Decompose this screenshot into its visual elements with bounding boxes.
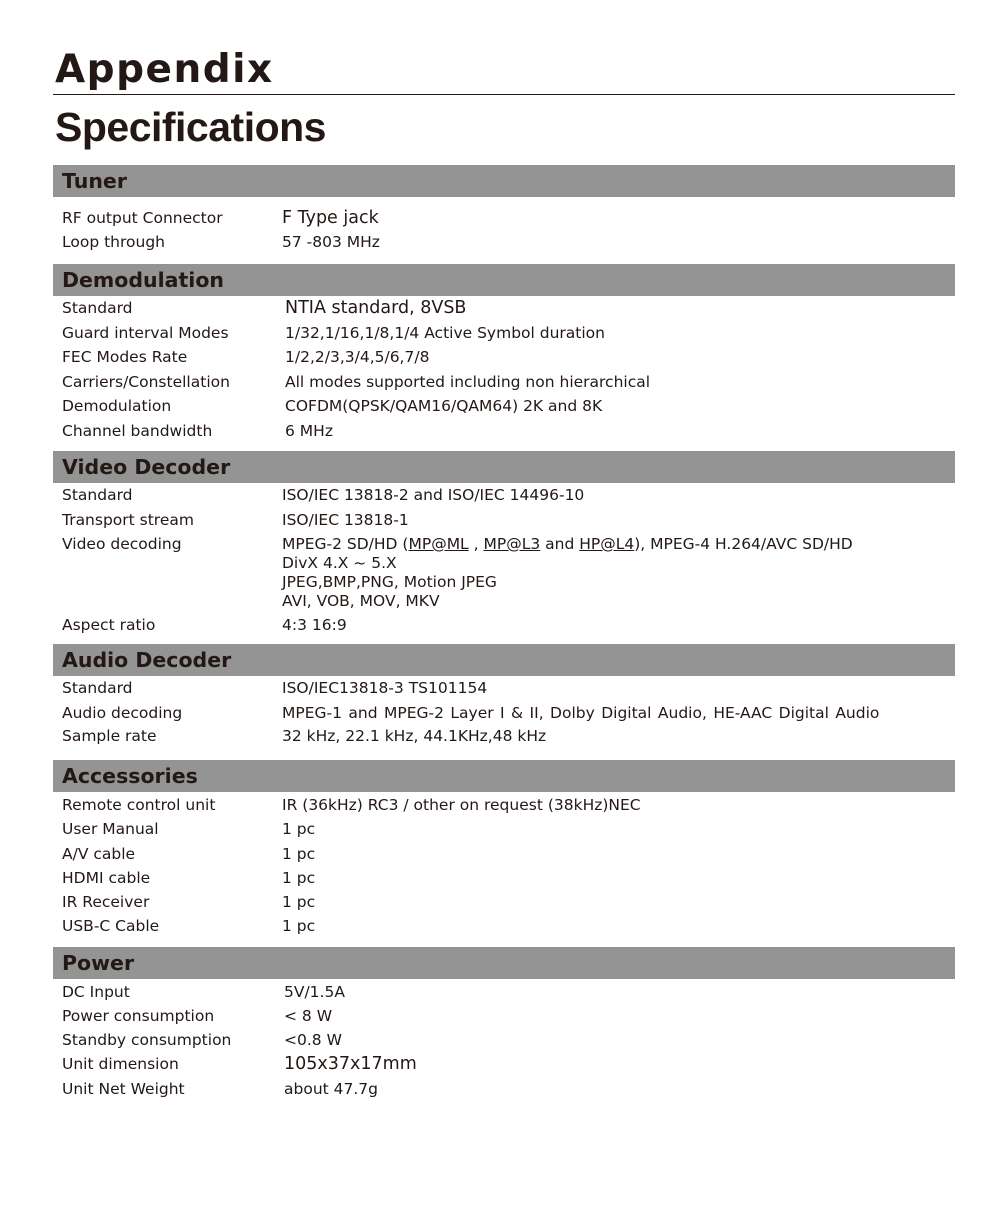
spec-value [282,535,853,611]
spec-label: A/V cable [62,845,136,863]
video-decoding-line [282,535,853,554]
spec-label: HDMI cable [62,869,151,887]
spec-label: Channel bandwidth [62,422,213,440]
text-segment: and [540,535,580,553]
spec-value: All modes supported including non hierarchical [285,373,651,391]
profile-hp-l4: HP@L4 [579,535,635,553]
spec-value: about 47.7g [284,1080,378,1098]
video-decoding-line: JPEG,BMP,PNG, Motion JPEG [282,573,497,591]
spec-label: IR Receiver [62,893,150,911]
spec-label: Aspect ratio [62,616,156,634]
spec-value: IR (36kHz) RC3 / other on request (38kHz)NEC [282,796,641,814]
spec-value: ISO/IEC 13818-1 [282,511,409,529]
spec-value: 1/32,1/16,1/8,1/4 Active Symbol duration [285,324,605,342]
section-title: Tuner [62,169,127,193]
spec-value: 1 pc [282,869,316,887]
spec-label: Remote control unit [62,796,216,814]
spec-value: 5V/1.5A [284,983,345,1001]
spec-label: User Manual [62,820,159,838]
spec-label: Demodulation [62,397,172,415]
spec-value: 1 pc [282,820,316,838]
section-demodulation [53,264,955,440]
spec-label: Loop through [62,233,165,251]
spec-label: Unit dimension [62,1055,179,1073]
spec-label: Standard [62,679,133,697]
section-header-bar [53,165,955,197]
spec-value: F Type jack [282,208,379,228]
spec-value: 1 pc [282,917,316,935]
section-tuner [53,165,955,251]
spec-value: 32 kHz, 22.1 kHz, 44.1KHz,48 kHz [282,727,547,745]
spec-value: < 8 W [284,1007,333,1025]
spec-value: 57 -803 MHz [282,233,380,251]
spec-label: Power consumption [62,1007,215,1025]
section-title: Video Decoder [62,455,231,479]
spec-value: ISO/IEC13818-3 TS101154 [282,679,488,697]
spec-value: COFDM(QPSK/QAM16/QAM64) 2K and 8K [285,397,603,415]
section-header-bar [53,760,955,792]
spec-label: Standard [62,486,133,504]
spec-value: NTIA standard, 8VSB [285,298,467,318]
spec-label: RF output Connector [62,209,223,227]
spec-value: 1 pc [282,845,316,863]
profile-mp-ml: MP@ML [408,535,469,553]
video-decoding-line: DivX 4.X ~ 5.X [282,554,397,572]
spec-label: USB-C Cable [62,917,160,935]
appendix-heading: Appendix [55,47,274,92]
section-audio-decoder [53,644,955,745]
spec-value: 1/2,2/3,3/4,5/6,7/8 [285,348,430,366]
section-header-bar [53,264,955,296]
spec-label: FEC Modes Rate [62,348,188,366]
section-title: Audio Decoder [62,648,232,672]
section-power [53,947,955,1098]
section-header-bar [53,947,955,979]
spec-label: Audio decoding [62,704,183,722]
spec-label: Sample rate [62,727,157,745]
spec-label: Unit Net Weight [62,1080,185,1098]
section-title: Accessories [62,764,198,788]
spec-label: Video decoding [62,535,182,553]
text-segment: ), MPEG-4 H.264/AVC SD/HD [634,535,853,553]
spec-label: Transport stream [62,511,194,529]
text-segment: , [468,535,484,553]
section-accessories [53,760,955,935]
spec-value: 6 MHz [285,422,333,440]
spec-label: Carriers/Constellation [62,373,230,391]
spec-value: <0.8 W [284,1031,342,1049]
spec-value: 105x37x17mm [284,1054,417,1074]
spec-value: MPEG-1 and MPEG-2 Layer I & II, Dolby Digital Audio, HE-AAC Digital Audio [282,704,880,722]
profile-mp-l3: MP@L3 [483,535,541,553]
spec-value: 4:3 16:9 [282,616,347,634]
text-segment: MPEG-2 SD/HD ( [282,535,409,553]
spec-label: Guard interval Modes [62,324,229,342]
section-title: Demodulation [62,268,224,292]
spec-value: 1 pc [282,893,316,911]
spec-value: ISO/IEC 13818-2 and ISO/IEC 14496-10 [282,486,585,504]
section-header-bar [53,644,955,676]
spec-label: DC Input [62,983,130,1001]
spec-label: Standby consumption [62,1031,232,1049]
section-header-bar [53,451,955,483]
spec-label: Standard [62,299,133,317]
heading-divider [53,94,955,95]
video-decoding-line: AVI, VOB, MOV, MKV [282,592,440,610]
section-title: Power [62,951,135,975]
specifications-heading: Specifications [55,104,326,150]
section-video-decoder [53,451,955,634]
